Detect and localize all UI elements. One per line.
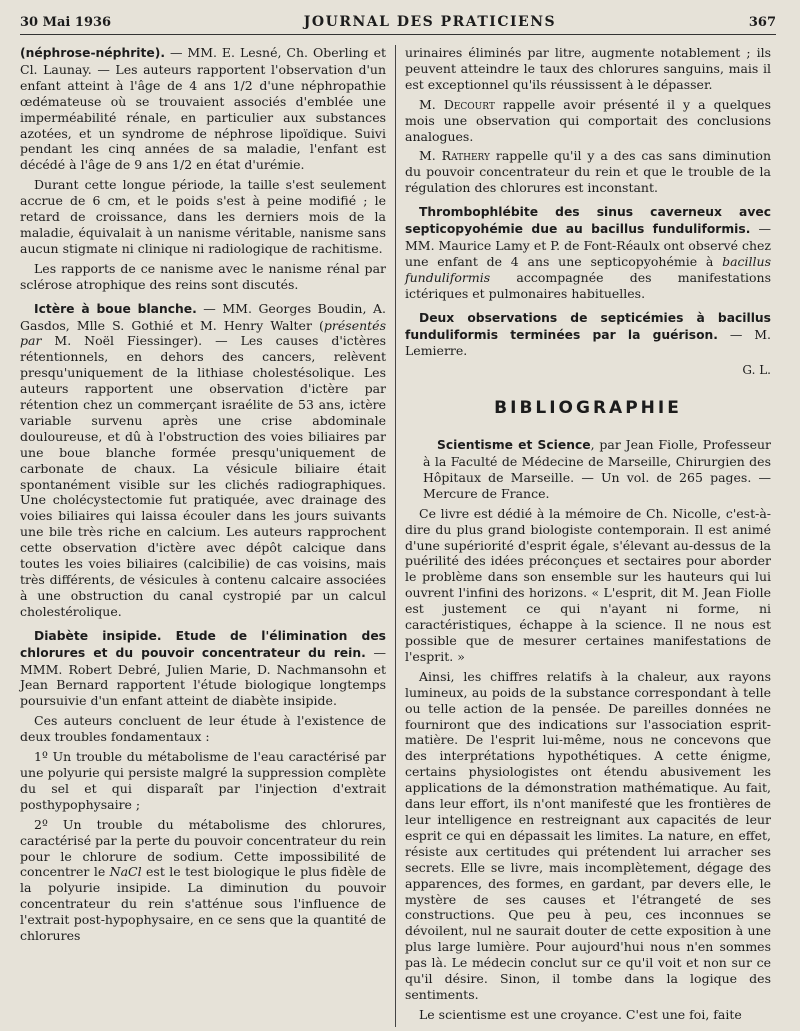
paragraph: Durant cette longue période, la taille s'est seulement accrue de 6 cm, et le poids s'est à peine modifié ; le retard de croissance, dans les derniers mois de la maladie, équivalait à un nanisme véritable, nanisme sans aucun stigmate ni clinique ni radiologique de rachitisme. [20,177,386,256]
list-item: 1º Un trouble du métabolisme de l'eau caractérisé par une polyurie qui persiste malgré la suppression complète du sel et qui disparaît par l'injection d'extrait posthypophysaire ; [20,749,386,812]
text-columns [20,45,776,1027]
left-column [20,45,395,1027]
right-column [395,45,771,1027]
signature-line [405,363,771,379]
issue-date: 30 Mai 1936 [20,15,112,30]
page-number: 367 [748,15,776,30]
article-nephrose: (néphrose-néphrite). — MM. E. Lesné, Ch. Oberling et Cl. Launay. — Les auteurs rapportent l'observation d'un enfant atteint à l'âge de 4 ans 1/2 d'une néphropathie œdémateuse où se trouvaient associés d'emblée une imperméabilité rénale, en particulier aux substances azotées, et un syndrome de néphrose lipoïdique. Suivi pendant les cinq années de sa maladie, l'enfant est décédé à l'âge de 9 ans 1/2 en état d'urémie. [20,45,386,173]
article-diabete: Diabète insipide. Etude de l'élimination des chlorures et du pouvoir concentrateur du rein. — MMM. Robert Debré, Julien Marie, D. Nachmansohn et Jean Bernard rapportent l'étude biologique longtemps poursuivie d'un enfant atteint de diabète insipide. [20,628,386,709]
journal-title: JOURNAL DES PRATICIENS [303,14,557,30]
paragraph: Ces auteurs concluent de leur étude à l'existence de deux troubles fondamentaux : [20,713,386,745]
article-ictere: Ictère à boue blanche. — MM. Georges Boudin, A. Gasdos, Mlle S. Gothié et M. Henry Walter (présentés par M. Noël Fiessinger). — Les causes d'ictères rétentionnels, en dehors des cancers, relèvent presqu'uniquement de la lithiase cholestésolique. Les auteurs rapportent une observation d'ictère par rétention chez un commerçant israélite de 53 ans, ictère variable survenu après une crise abdominale douloureuse, et dû à l'obstruction des voies biliaires par une boue blanche formée presqu'uniquement de carbonate de chaux. La vésicule biliaire était spontanément visible sur les clichés radiographiques. Une cholécystectomie fut pratiquée, avec drainage des voies biliaires qui laissa écouler dans les jours suivants une bile très riche en calcium. Les auteurs rapprochent cette observation d'ictère avec dépôt calcique dans toutes les voies biliaires (calcibilie) de cas voisins, mais très différents, de vésicules à contenu calcaire associées à une obstruction du canal cystropié par un calcul cholestérolique. [20,300,387,619]
bibliography-heading: BIBLIOGRAPHIE [494,398,682,419]
paragraph: urinaires éliminés par litre, augmente notablement ; ils peuvent atteindre le taux des chlorures sanguins, mais il est exceptionnel qu'ils réussissent à le dépasser. [405,45,771,92]
review-paragraph: Le scientisme est une croyance. C'est une foi, faite [419,1006,742,1022]
paragraph: M. Rathery rappelle qu'il y a des cas sans diminution du pouvoir concentrateur du rein et que le trouble de la régulation des chlorures est inconstant. [405,148,771,196]
paragraph: Les rapports de ce nanisme avec le nanisme rénal par sclérose atrophique des reins sont discutés. [20,260,386,292]
review-paragraph: Ce livre est dédié à la mémoire de Ch. Nicolle, c'est-à-dire du plus grand biologiste contemporain. Il est animé d'une supériorité d'esprit égale, s'élevant au-dessus de la puérilité des idées préconçues et sectaires pour aborder le problème dans son ensemble sur les hauteurs qui lui ouvrent l'infini des horizons. « L'esprit, dit M. Jean Fiolle est justement ce qui n'ayant ni forme, ni caractéristiques, échappe à la science. Il ne nous est possible que de mesurer certaines manifestations de l'esprit. » [405,505,771,664]
paragraph: M. Decourt rappelle avoir présenté il y a quelques mois une observation qui comportait des conclusions analogues. [405,96,771,144]
page-header [20,14,776,35]
article-thrombophlebite: Thrombophlébite des sinus caverneux avec septicopyohémie due au bacillus funduliformis. — MM. Maurice Lamy et P. de Font-Réaulx ont observé chez une enfant de 4 ans une septicopyohémie à bacillus funduliformis accompagnée des manifestations ictériques et pulmonaires habituelles. [405,205,771,301]
signature: G. L. [742,363,771,378]
book-reference: Scientisme et Science, par Jean Fiolle, Professeur à la Faculté de Médecine de Marseille, Chirurgien des Hôpitaux de Marseille. — Un vol. de 265 pages. — Mercure de France. [423,437,771,501]
list-item: 2º Un trouble du métabolisme des chlorures, caractérisé par la perte du pouvoir concentrateur du rein pour le chlorure de sodium. Cette impossibilité de concentrer le NaCl est le test biologique le plus fidèle de la polyurie insipide. La diminution du pouvoir concentrateur du rein s'atténue sous l'influence de l'extrait post-hypophysaire, en ce sens que la quantité de chlorures [20,816,386,944]
article-septicemies: Deux observations de septicémies à bacillus funduliformis terminées par la guérison. — M. Lemierre. [405,310,771,359]
review-paragraph: Ainsi, les chiffres relatifs à la chaleur, aux rayons lumineux, au poids de la substance correspondant à telle ou telle action de la pensée. De pareilles données ne fourniront que des indications sur l'association esprit-matière. De l'esprit lui-même, nous ne concevons que des interprétations hypothétiques. A cette énigme, certains physiologistes ont étendu abusivement les applications de la démonstration mathématique. Au fait, dans leur effort, ils n'ont manifesté que les frontières de leur intelligence en restreignant aux capacités de leur esprit ce qui en dépassait les limites. La nature, en effet, résiste aux certitudes qui prétendent lui arracher ses secrets. Elle se livre, mais incomplètement, dégage des apparences, des formes, en gardant, par devers elle, le mystère de ses causes et l'étrangeté de ses constructions. Que peu à peu, ces inconnues se dévoilent, nul ne saurait douter de cette exposition à une plus large lumière. Pour aujourd'hui nous n'en sommes pas là. Le médecin conclut sur ce qu'il voit et non sur ce qu'il désire. Sinon, il tombe dans la logique des sentiments. [405,668,771,1002]
